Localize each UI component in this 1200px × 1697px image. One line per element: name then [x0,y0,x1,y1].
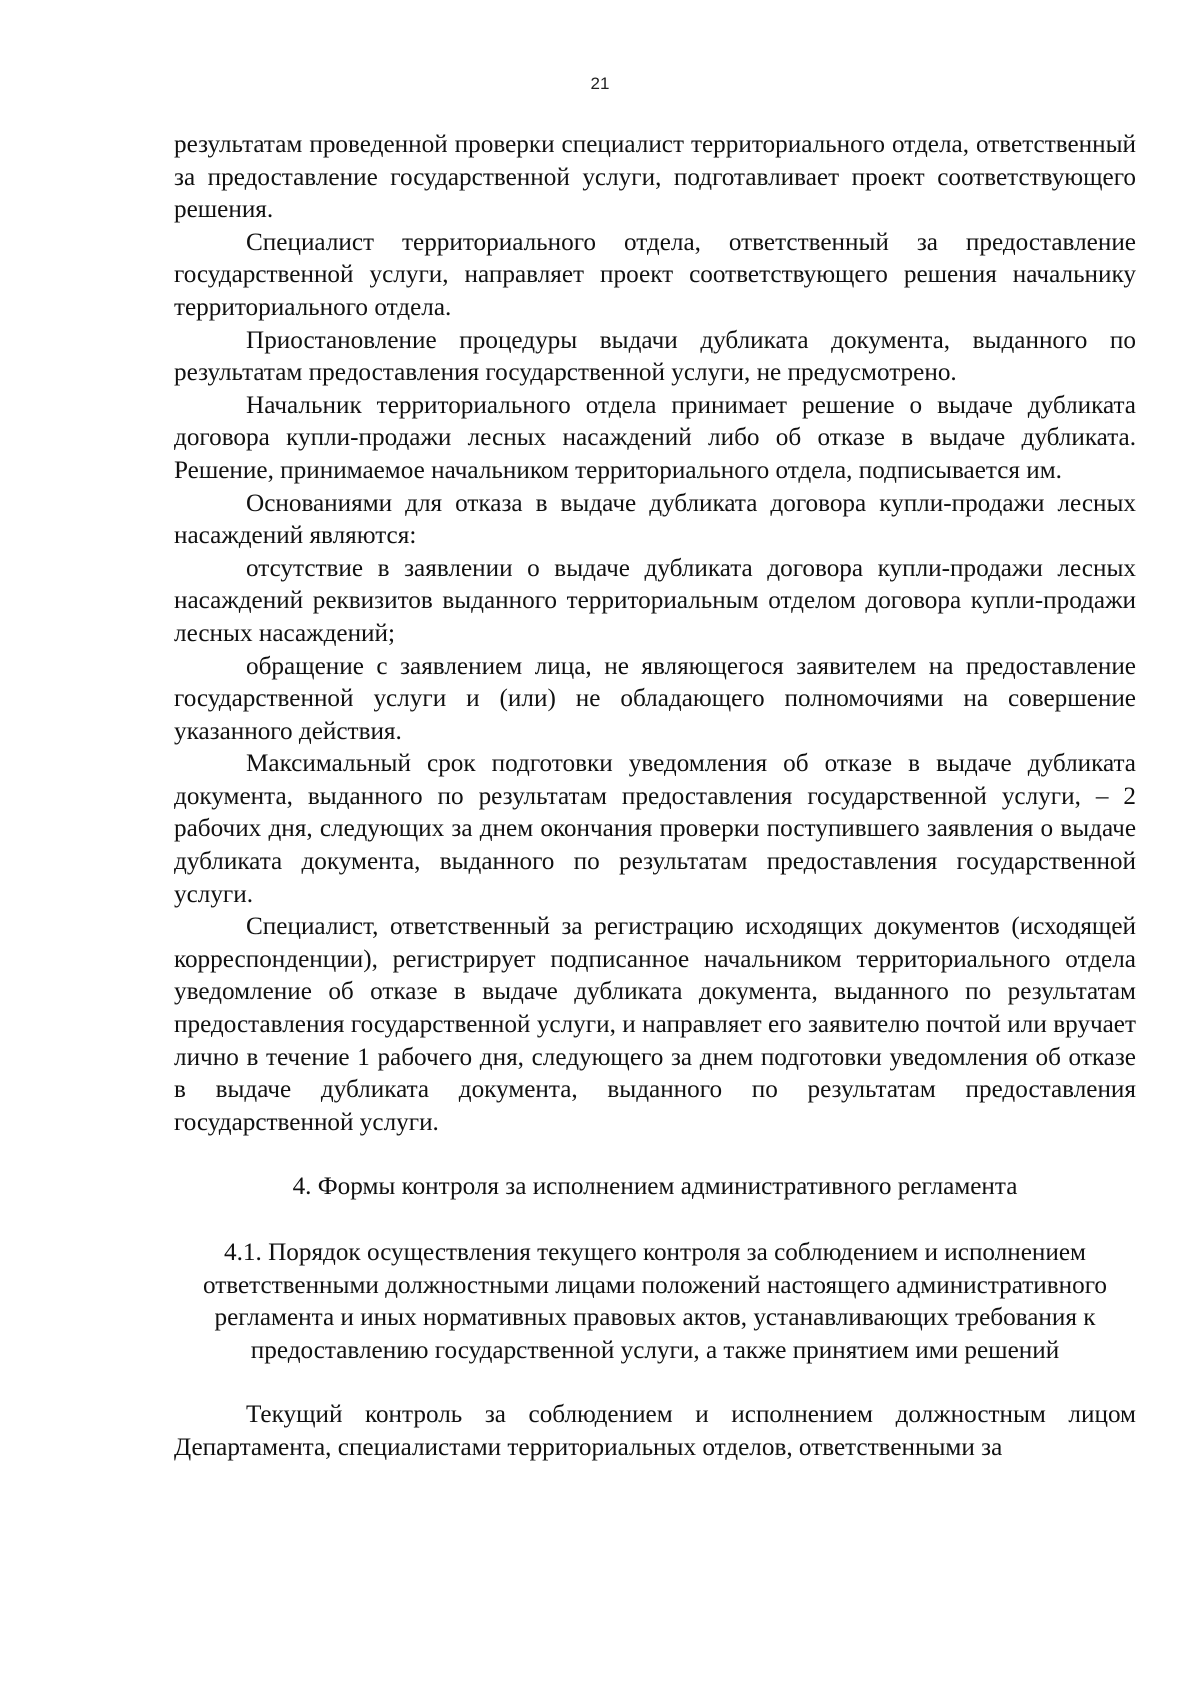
paragraph: Специалист территориального отдела, ответственный за предоставление государственной услуги, направляет проект соответствующего решения начальнику территориального отдела. [174,228,1136,321]
paragraph: Максимальный срок подготовки уведомления об отказе в выдаче дубликата документа, выданного по результатам предоставления государственной услуги, – 2 рабочих дня, следующих за днем окончания проверки поступившего заявления о выдаче дубликата документа, выданного по результатам предоставления государственной услуги. [174,750,1136,908]
paragraph: отсутствие в заявлении о выдаче дубликата договора купли-продажи лесных насаждений реквизитов выданного территориальным отделом договора купли-продажи лесных насаждений; [174,554,1136,647]
paragraph: результатам проведенной проверки специалист территориального отдела, ответственный за предоставление государственной услуги, подготавливает проект соответствующего решения. [174,131,1136,224]
section-heading: 4. Формы контроля за исполнением административного регламента [292,1173,1018,1201]
page-number: 21 [590,74,610,93]
paragraph: Приостановление процедуры выдачи дубликата документа, выданного по результатам предоставления государственной услуги, не предусмотрено. [174,326,1136,387]
paragraph: Текущий контроль за соблюдением и исполнением должностным лицом Департамента, специалистами территориальных отделов, ответственными за [174,1401,1136,1461]
paragraph: Специалист, ответственный за регистрацию исходящих документов (исходящей корреспонденции), регистрирует подписанное начальником территориального отдела уведомление об отказе в выдаче дубликата документа, выданного по результатам предоставления государственной услуги, и направляет его заявителю почтой или вручает лично в течение 1 рабочего дня, следующего за днем подготовки уведомления об отказе в выдаче дубликата документа, выданного по результатам предоставления государственной услуги. [174,913,1136,1136]
subsection-heading: 4.1. Порядок осуществления текущего контроля за соблюдением и исполнением ответственными должностными лицами положений настоящего административного регламента и иных нормативных правовых актов, устанавливающих требования к предоставлению государственной услуги, а также принятием ими решений [202,1239,1108,1364]
document-body [174,129,1136,1465]
paragraph: обращение с заявлением лица, не являющегося заявителем на предоставление государственной услуги и (или) не обладающего полномочиями на совершение указанного действия. [174,652,1136,745]
paragraph: Основаниями для отказа в выдаче дубликата договора купли-продажи лесных насаждений являются: [174,489,1136,550]
paragraph: Начальник территориального отдела принимает решение о выдаче дубликата договора купли-продажи лесных насаждений либо об отказе в выдаче дубликата. Решение, принимаемое начальником территориального отдела, подписывается им. [174,391,1136,484]
